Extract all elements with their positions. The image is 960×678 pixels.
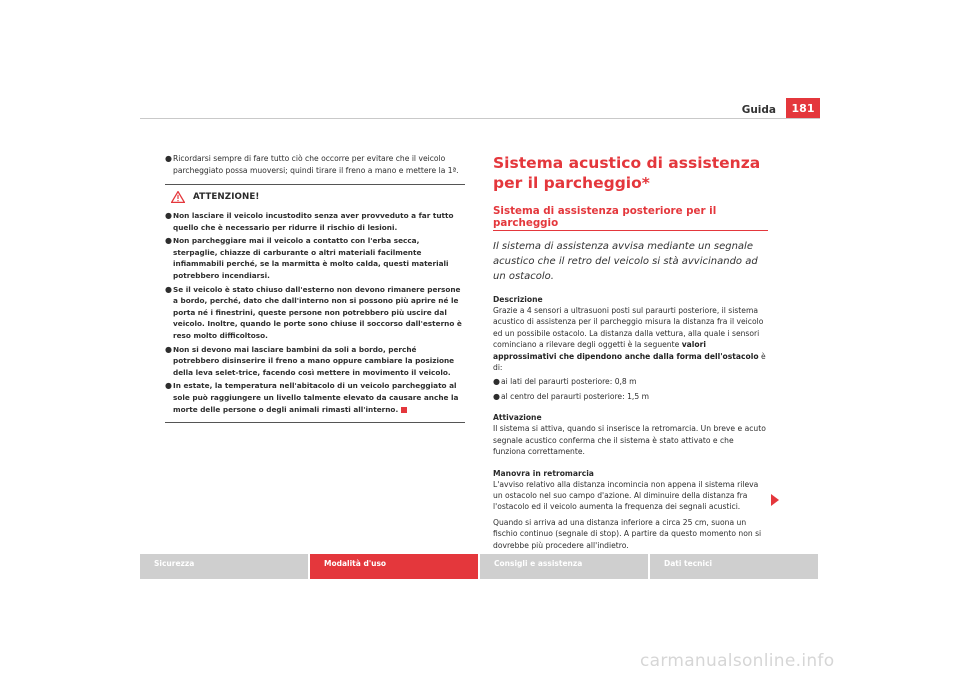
footer-tab-consigli-assistenza[interactable]: Consigli e assistenza: [480, 554, 648, 579]
bullet-dot-icon: ●: [165, 154, 172, 163]
text-span: è di:: [493, 351, 766, 373]
header-rule: [140, 118, 820, 119]
manovra-text-2: Quando si arriva ad una distanza inferiore a circa 25 cm, suona un fischio continuo (segnale di stop). A partire da questo momento non si dovrebbe più procedere all'indietro.: [493, 517, 762, 550]
section-title: Sistema acustico di assistenza per il parcheggio*: [493, 154, 761, 192]
warning-item: [165, 210, 465, 233]
bullet-dot-icon: ●: [493, 391, 500, 401]
intro-text: Il sistema di assistenza avvisa mediante un segnale acustico che il retro del veicolo si stà avvicinando ad un ostacolo.: [493, 241, 758, 282]
warning-item-text: Non lasciare il veicolo incustodito senza aver provveduto a far tutto quello che è necessario per ridurre il rischio di lesioni.: [173, 211, 454, 232]
left-column: [165, 153, 465, 423]
text-span: Grazie a 4 sensori a ultrasuoni posti sul paraurti posteriore, il sistema acustico di assistenza per il parcheggio misura la distanza fra il veicolo ed un possibile ostacolo. La distanza dalla vettura, alla quale i sensori cominciano a rilevare degli oggetti è la seguente: [493, 306, 764, 350]
warning-title: ATTENZIONE!: [193, 192, 260, 202]
warning-item-text: Non si devono mai lasciare bambini da soli a bordo, perché potrebbero disinserire il freno a mano oppure cambiare la posizione della leva selet-trice, facendo così mettere in movimento il veicolo.: [173, 344, 455, 377]
running-header-title: Guida: [741, 104, 776, 116]
warning-item-text: In estate, la temperatura nell'abitacolo di un veicolo parcheggiato al sole può raggiungere un livello talmente elevato da causare anche la morte delle persone o degli animali rimasti all'interno.: [173, 381, 459, 414]
list-item: [165, 153, 465, 176]
bullet-dot-icon: ●: [165, 236, 172, 246]
subsection-title: Sistema di assistenza posteriore per il parcheggio: [493, 205, 768, 231]
attivazione-heading: Attivazione: [493, 413, 542, 423]
right-column: [493, 153, 768, 551]
warning-item: [165, 235, 465, 281]
footer-nav: [140, 554, 820, 579]
bullet-dot-icon: ●: [493, 377, 500, 387]
footer-tab-dati-tecnici[interactable]: Dati tecnici: [650, 554, 818, 579]
page-number: 181: [786, 98, 820, 119]
warning-triangle-icon: [171, 191, 185, 203]
footer-tab-sicurezza[interactable]: Sicurezza: [140, 554, 308, 579]
warning-item-text: Se il veicolo è stato chiuso dall'esterno non devono rimanere persone a bordo, perché, dato che dall'interno non si possono più aprire né le porta né i finestrini, queste persone non potrebbero più uscire dal veicolo. Inoltre, quando le porte sono chiuse il soccorso dall'esterno è reso molto difficoltoso.: [173, 284, 462, 340]
list-item-text: ai lati del paraurti posteriore: 0,8 m: [501, 377, 637, 387]
bullet-dot-icon: ●: [165, 381, 172, 391]
warning-item: [165, 284, 465, 342]
bullet-dot-icon: ●: [165, 284, 172, 294]
bold-span: valori approssimativi che dipendono anche dalla forma dell'ostacolo: [493, 340, 759, 361]
watermark: carmanualsonline.info: [640, 651, 835, 671]
warning-box: [165, 184, 465, 423]
descrizione-heading: Descrizione: [493, 295, 543, 304]
warning-item-text: Non parcheggiare mai il veicolo a contatto con l'erba secca, sterpaglie, chiazze di carburante o altri materiali facilmente infiammabili perché, se la marmitta è molto calda, questi materiali potrebbero incendiarsi.: [173, 236, 449, 280]
attivazione-text: Il sistema si attiva, quando si inserisce la retromarcia. Un breve e acuto segnale acustico conferma che il sistema è stato attivato e che funziona correttamente.: [493, 424, 766, 457]
bullet-dot-icon: ●: [165, 344, 172, 354]
list-item: [493, 376, 768, 388]
manovra-text-1: L'avviso relativo alla distanza incomincia non appena il sistema rileva un ostacolo nel suo campo d'azione. Al diminuire della distanza fra l'ostacolo ed il veicolo aumenta la frequenza dei segnali acustici.: [493, 479, 759, 512]
bullet-dot-icon: ●: [165, 211, 172, 220]
manovra-heading: Manovra in retromarcia: [493, 468, 594, 478]
warning-item: [165, 344, 465, 379]
section-end-icon: [401, 407, 407, 413]
footer-tab-modalita-uso[interactable]: Modalità d'uso: [310, 554, 478, 579]
warning-header: [171, 191, 465, 203]
next-page-arrow-icon[interactable]: [771, 494, 779, 506]
list-item-text: al centro del paraurti posteriore: 1,5 m: [501, 391, 649, 401]
list-item: [493, 391, 768, 403]
warning-item: [165, 380, 465, 415]
descrizione-text: [493, 305, 768, 373]
list-item-text: Ricordarsi sempre di fare tutto ciò che occorre per evitare che il veicolo parcheggiato possa muoversi; quindi tirare il freno a mano e mettere la 1ª.: [173, 154, 459, 175]
